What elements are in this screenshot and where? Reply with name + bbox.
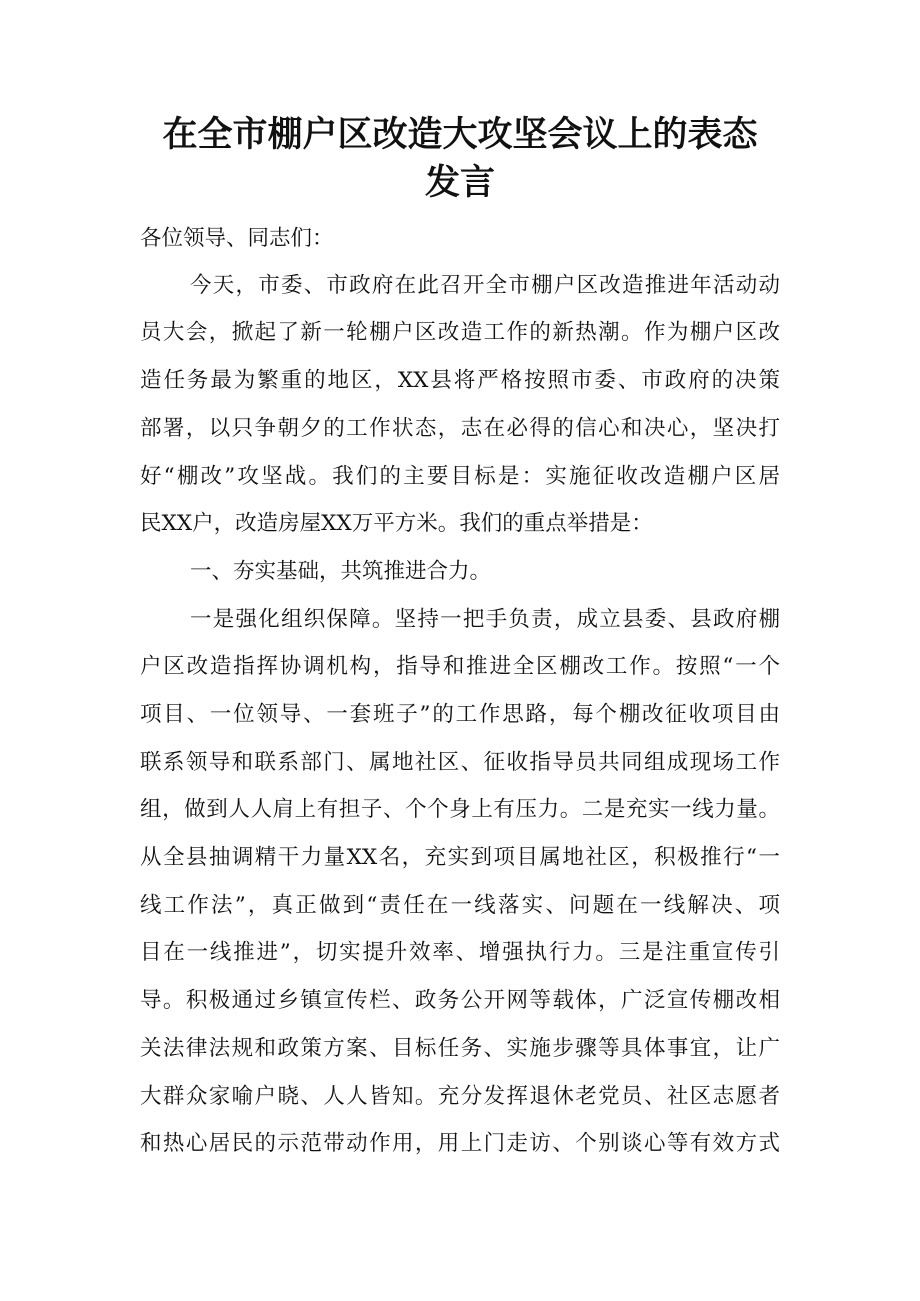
body-line: 今天，市委、市政府在此召开全市棚户区改造推进年活动动 (190, 273, 780, 298)
body-line: 组，做到人人肩上有担子、个个身上有压力。二是充实一线力量。 (140, 797, 780, 822)
body-line: 大群众家喻户晓、人人皆知。充分发挥退休老党员、社区志愿者 (140, 1084, 780, 1109)
body-line: 员大会，掀起了新一轮棚户区改造工作的新热潮。作为棚户区改 (140, 320, 780, 345)
body-line: 目在一线推进”，切实提升效率、增强执行力。三是注重宣传引 (140, 940, 780, 965)
body-line: 导。积极通过乡镇宣传栏、政务公开网等载体，广泛宣传棚改相 (140, 988, 780, 1013)
body-line: 关法律法规和政策方案、目标任务、实施步骤等具体事宜，让广 (140, 1036, 780, 1061)
body-line: 线工作法”，真正做到“责任在一线落实、问题在一线解决、项 (140, 893, 780, 918)
body-line: 造任务最为繁重的地区，XX县将严格按照市委、市政府的决策 (140, 368, 780, 393)
body-line: 户区改造指挥协调机构，指导和推进全区棚改工作。按照“一个 (140, 654, 780, 679)
body-line: 项目、一位领导、一套班子”的工作思路，每个棚改征收项目由 (140, 702, 780, 727)
body-line: 民XX户，改造房屋XX万平方米。我们的重点举措是： (140, 511, 653, 536)
document-title-line-1: 在全市棚户区改造大攻坚会议上的表态 (162, 115, 758, 155)
body-line: 部署，以只争朝夕的工作状态，志在必得的信心和决心，坚决打 (140, 416, 780, 441)
section-heading: 一、夯实基础，共筑推进合力。 (190, 559, 492, 584)
body-line: 和热心居民的示范带动作用，用上门走访、个别谈心等有效方式 (140, 1131, 780, 1156)
body-line: 联系领导和联系部门、属地社区、征收指导员共同组成现场工作 (140, 750, 780, 775)
body-line: 从全县抽调精干力量XX名，充实到项目属地社区，积极推行“一 (140, 845, 780, 870)
document-title-line-2: 发言 (424, 163, 495, 203)
body-line: 一是强化组织保障。坚持一把手负责，成立县委、县政府棚 (190, 607, 780, 632)
body-line: 好“棚改”攻坚战。我们的主要目标是：实施征收改造棚户区居 (140, 464, 780, 489)
salutation: 各位领导、同志们： (140, 226, 334, 251)
